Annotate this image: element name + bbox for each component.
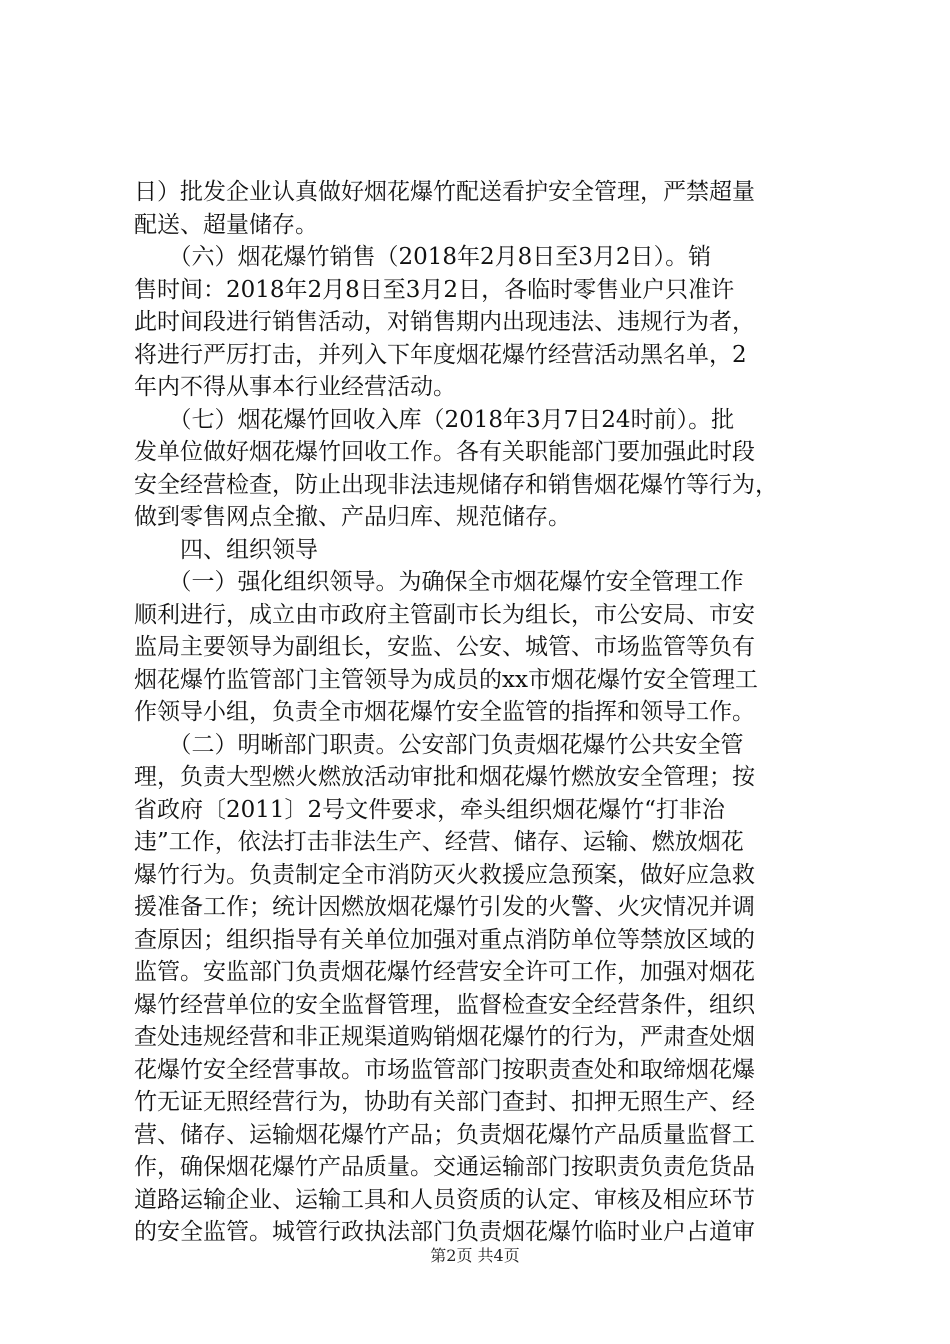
page-footer: 第2页 共4页 (430, 1246, 520, 1265)
body-text-line: 花爆竹安全经营事故。市场监管部门按职责查处和取缔烟花爆 (134, 1056, 755, 1083)
body-text-line: （二）明晰部门职责。公安部门负责烟花爆竹公共安全管 (134, 731, 744, 758)
body-text-line: 的安全监管。城管行政执法部门负责烟花爆竹临时业户占道审 (134, 1219, 755, 1245)
body-text-line: 烟花爆竹监管部门主管领导为成员的xx市烟花爆竹安全管理工 (134, 666, 758, 693)
body-text-line: 监管。安监部门负责烟花爆竹经营安全许可工作，加强对烟花 (134, 959, 755, 985)
body-text-line: 援准备工作；统计因燃放烟花爆竹引发的火警、火灾情况并调 (134, 894, 755, 920)
body-text-line: 做到零售网点全撤、产品归库、规范储存。 (134, 504, 571, 530)
body-text-line: 年内不得从事本行业经营活动。 (134, 374, 456, 400)
body-text-line: 爆竹行为。负责制定全市消防灭火救援应急预案，做好应急救 (134, 861, 755, 888)
body-text-line: 安全经营检查，防止出现非法违规储存和销售烟花爆竹等行为， (134, 471, 778, 498)
body-text-line: 监局主要领导为副组长，安监、公安、城管、市场监管等负有 (134, 634, 755, 660)
body-text-line: 将进行严厉打击，并列入下年度烟花爆竹经营活动黑名单，2 (134, 341, 747, 368)
body-text-line: 作领导小组，负责全市烟花爆竹安全监管的指挥和领导工作。 (134, 699, 755, 725)
body-text-line: 日）批发企业认真做好烟花爆竹配送看护安全管理，严禁超量 (134, 179, 755, 205)
body-text-line: 发单位做好烟花爆竹回收工作。各有关职能部门要加强此时段 (134, 439, 755, 465)
body-text-line: 售时间：2018年2月8日至3月2日，各临时零售业户只准许 (134, 276, 735, 303)
body-text-line: 顺利进行，成立由市政府主管副市长为组长，市公安局、市安 (134, 601, 755, 628)
body-text-line: 竹无证无照经营行为，协助有关部门查封、扣押无照生产、经 (134, 1089, 755, 1115)
document-body (134, 176, 834, 1249)
body-text-line: 理，负责大型燃火燃放活动审批和烟花爆竹燃放安全管理；按 (134, 764, 755, 790)
body-text-line: 查处违规经营和非正规渠道购销烟花爆竹的行为，严肃查处烟 (134, 1024, 755, 1050)
body-text-line: 四、组织领导 (134, 536, 318, 563)
body-text-line: 配送、超量储存。 (134, 211, 318, 238)
body-text-line: （一）强化组织领导。为确保全市烟花爆竹安全管理工作 (134, 569, 744, 595)
body-text-line: 作，确保烟花爆竹产品质量。交通运输部门按职责负责危货品 (134, 1154, 755, 1180)
body-text-line: 爆竹经营单位的安全监督管理，监督检查安全经营条件，组织 (134, 991, 755, 1018)
body-text-line: 违”工作，依法打击非法生产、经营、储存、运输、燃放烟花 (134, 829, 744, 855)
body-text-line: 此时间段进行销售活动，对销售期内出现违法、违规行为者， (134, 309, 755, 335)
body-text-line: 查原因；组织指导有关单位加强对重点消防单位等禁放区域的 (134, 926, 755, 953)
body-text-line: 营、储存、运输烟花爆竹产品；负责烟花爆竹产品质量监督工 (134, 1121, 755, 1148)
body-text-line: 省政府〔2011〕2号文件要求，牵头组织烟花爆竹“打非治 (134, 796, 725, 823)
body-text-line: （六）烟花爆竹销售（2018年2月8日至3月2日）。销 (134, 244, 712, 270)
body-text-line: （七）烟花爆竹回收入库（2018年3月7日24时前）。批 (134, 406, 735, 433)
body-text-line: 道路运输企业、运输工具和人员资质的认定、审核及相应环节 (134, 1186, 755, 1213)
